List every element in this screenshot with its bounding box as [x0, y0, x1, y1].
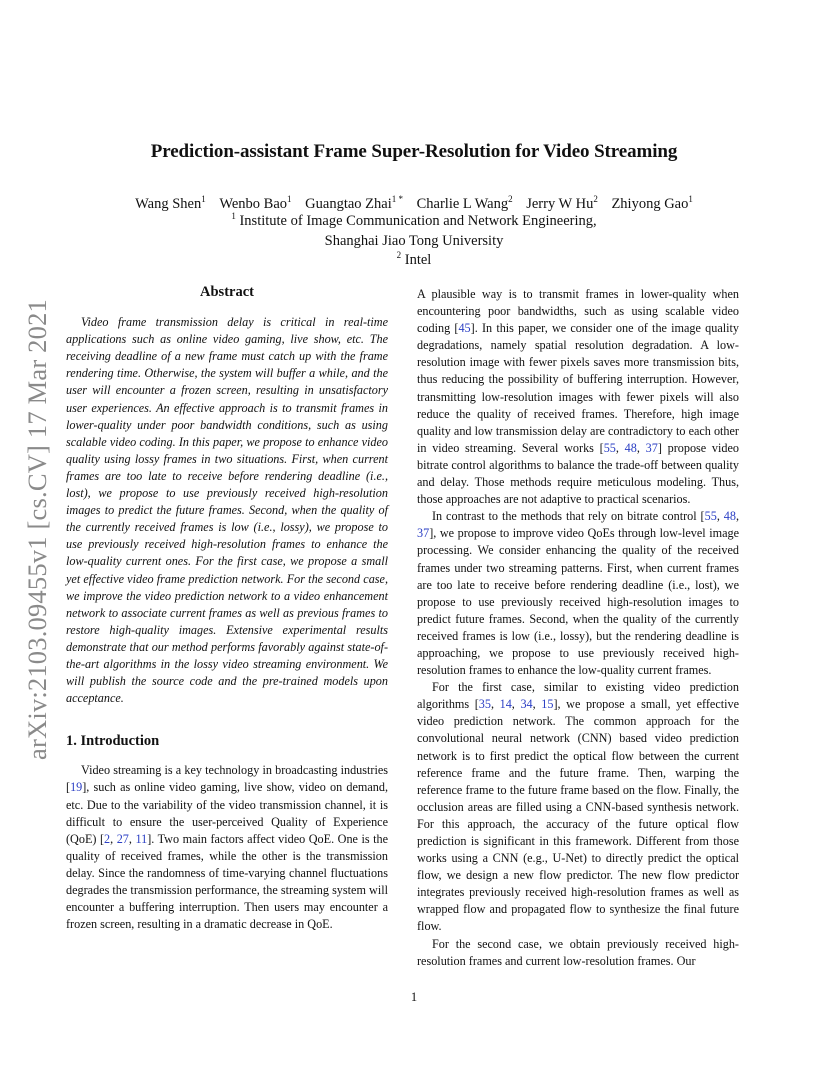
- author: Wang Shen$^1$: [135, 194, 206, 212]
- author: Wenbo Bao$^1$: [219, 194, 292, 212]
- citation-link[interactable]: 37: [417, 526, 430, 541]
- body-paragraph: A plausible way is to transmit frames in lower-quality when encountering poor bandwidths, such as using scalable video coding [45]. In this paper, we consider one of the image quality degradations, namely spatial resolution degradation. A low-resolution image with fewer pixels saves more transmission bits, thus reducing the possibility of buffering interruption. However, transmitting low-resolution images with fewer pixels will also reduce the quality of received frames. Therefore, high image quality and low transmission delay are contradictory to each other in video streaming. Several works [55, 48, 37] propose video bitrate control algorithms to balance the trade-off between quality and delay. Those methods require meticulous modeling. Thus, those approaches are not adaptive to practical scenarios.: [417, 287, 740, 507]
- affiliations: [0, 212, 828, 271]
- citation-link[interactable]: 19: [70, 780, 83, 795]
- abstract-text: Video frame transmission delay is critical in real-time applications such as online video gaming, live show, etc. The receiving deadline of a new frame must catch up with the frame rendering time. Otherwise, the system will buffer a while, and the user will encounter a frozen screen, resulting in unsatisfactory user experiences. An effective approach is to transmit frames in lower-quality under poor bandwidth conditions, such as using scalable video coding. In this paper, we propose to enhance video quality using lossy frames in two situations. First, when current frames are too late to receive before rendering deadline (i.e., lost), we propose to use previously received high-resolution images to predict the future frames. Second, when the quality of the currently received frames is low (i.e., lossy), we propose to use previously received high-resolution frames to enhance the low-quality current ones. For the first case, we propose a small yet effective video frame prediction network. For the second case, we improve the video prediction network to a video enhancement network to associate current frames as well as previous frames to restore high-quality images. Extensive experimental results demonstrate that our method performs favorably against state-of-the-art algorithms in the lossy video streaming environment. We will publish the source code and the pre-trained models upon acceptance.: [66, 315, 388, 706]
- citation-link[interactable]: 45: [458, 321, 471, 336]
- citation-link[interactable]: 27: [116, 831, 129, 846]
- citation-link[interactable]: 55: [704, 509, 717, 524]
- arxiv-stamp: arXiv:2103.09455v1 [cs.CV] 17 Mar 2021: [22, 299, 52, 760]
- citation-link[interactable]: 35: [478, 697, 491, 712]
- right-column: [417, 286, 739, 970]
- abstract-heading: Abstract: [200, 284, 254, 300]
- citation-link[interactable]: 55: [603, 440, 616, 455]
- citation-link[interactable]: 14: [499, 697, 512, 712]
- body-paragraph: For the second case, we obtain previously received high-resolution frames and current low-resolution frames. Our: [417, 936, 739, 968]
- citation-link[interactable]: 48: [624, 440, 637, 455]
- left-column: [66, 284, 388, 933]
- author-list: [0, 194, 828, 214]
- author: Jerry W Hu$^2$: [526, 194, 598, 212]
- author: Guangtao Zhai$^{1 *}$: [305, 194, 403, 212]
- section-heading-introduction: 1. Introduction: [66, 733, 160, 750]
- paper-title: Prediction-assistant Frame Super-Resolution for Video Streaming: [150, 141, 678, 162]
- affiliation-2: $^2$ Intel: [396, 250, 432, 268]
- body-paragraph: In contrast to the methods that rely on bitrate control [55, 48, 37], we propose to improve video QoEs through low-level image processing. We consider enhancing the quality of the received frames under two streaming patterns. First, when current frames are too late to receive before rendering deadline (i.e., lost), we propose to use previously received high-resolution images to predict future frames. Second, when the quality of the currently received frames is low (i.e., lossy), but the rendering deadline is approaching, we propose to use previously received high-resolution frames to enhance the low-quality current frames.: [417, 509, 740, 678]
- intro-paragraph: Video streaming is a key technology in broadcasting industries [19], such as online video gaming, live show, video on demand, etc. Due to the variability of the video transmission channel, it is difficult to ensure the user-perceived Quality of Experience (QoE) [2, 27, 11]. Two main factors affect video QoE. One is the quality of received frames, while the other is the transmission delay. Since the randomness of time-varying channel fluctuations degrades the transmission performance, the streaming system will encounter a buffering interruption. Then users may encounter a frozen screen, resulting in a dramatic decrease in QoE.: [66, 763, 389, 932]
- author: Zhiyong Gao$^1$: [611, 194, 693, 212]
- citation-link[interactable]: 11: [135, 831, 148, 846]
- citation-link[interactable]: 34: [520, 697, 533, 712]
- affiliation-1: $^1$ Institute of Image Communication and Network Engineering,: [231, 211, 597, 229]
- affiliation-1-line-2: Shanghai Jiao Tong University: [324, 232, 504, 249]
- citation-link[interactable]: 2: [104, 831, 111, 846]
- citation-link[interactable]: 15: [541, 697, 554, 712]
- author: Charlie L Wang$^2$: [416, 194, 513, 212]
- citation-link[interactable]: 48: [723, 509, 736, 524]
- page-number: 1: [410, 990, 418, 1004]
- body-paragraph: For the first case, similar to existing video prediction algorithms [35, 14, 34, 15], we propose a small, yet effective video prediction network. The common approach for the convolutional neural network (CNN) based video prediction network is to first predict the optical flow between the current reference frame and the future frame. Then, warping the reference frame to the future frame based on the flow. Finally, the occlusion areas are filled using a CNN-based synthesis network. For this approach, the accuracy of the future optical flow prediction is significant in this framework. Different from those works using a CNN (e.g., U-Net) to directly predict the optical flow, we design a new flow predictor. The new flow predictor integrates previously received high-resolution frames as well as wrapped flow and propagated flow to synthesize the final future flow.: [417, 680, 740, 934]
- citation-link[interactable]: 37: [645, 440, 658, 455]
